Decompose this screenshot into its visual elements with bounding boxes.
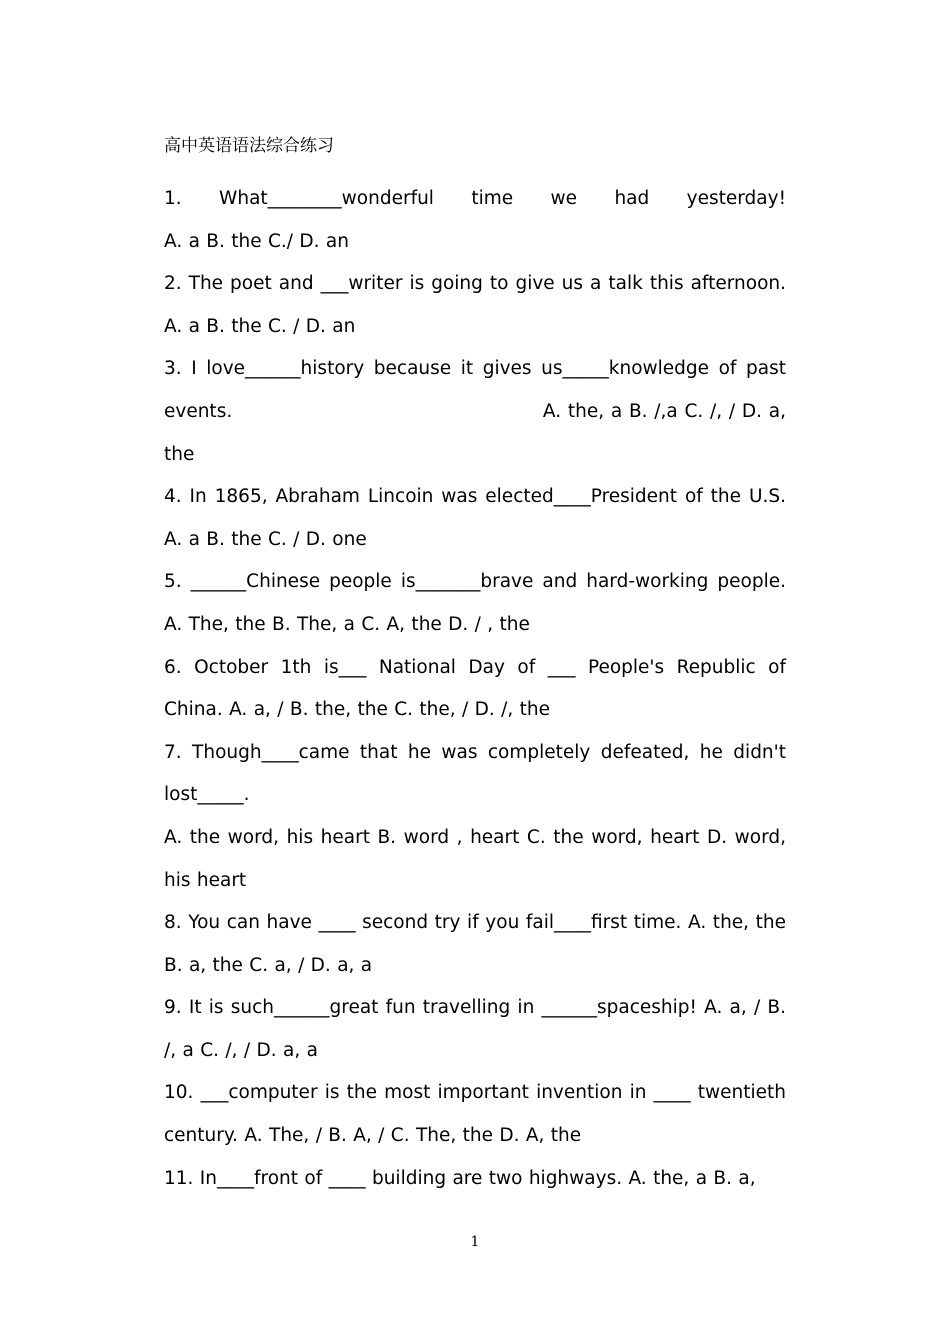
question-7: 7. Though____came that he was completely defeated, he didn't lost_____. [164,741,786,806]
question-9: 9. It is such______great fun travelling in ______spaceship! A. a, / B. /, a C. /, / D. a, a [164,997,786,1061]
question-7-options: A. the word, his heart B. word , heart C. the word, heart D. word, his heart [164,826,786,891]
question-2: 2. The poet and ___writer is going to give us a talk this afternoon. A. a B. the C. / D. an [164,273,786,337]
question-3: 3. I love______history because it gives us_____knowledge of past events. A. the, a B. /,a C. /, / D. a, the [164,358,793,465]
question-list [164,178,940,1200]
question-5: 5. ______Chinese people is_______brave and hard-working people. A. The, the B. The, a C. A, the D. / , the [164,571,786,635]
question-8: 8. You can have ____ second try if you fail____first time. A. the, the B. a, the C. a, / D. a, a [164,912,786,976]
question-6: 6. October 1th is___ National Day of ___ People's Republic of China. A. a, / B. the, the C. the, / D. /, the [164,656,786,721]
question-10: 10. ___computer is the most important invention in ____ twentieth century. A. The, / B. A, / C. The, the D. A, the [164,1082,786,1147]
question-1: 1. What________wonderful time we had yesterday! A. a B. the C./ D. an [164,188,940,252]
question-4: 4. In 1865, Abraham Lincoin was elected____President of the U.S. A. a B. the C. / D. one [164,486,786,550]
document-title: 高中英语语法综合练习 [164,136,334,156]
page-number: 1 [470,1234,480,1250]
question-11: 11. In____front of ____ building are two highways. A. the, a B. a, [164,1167,756,1189]
